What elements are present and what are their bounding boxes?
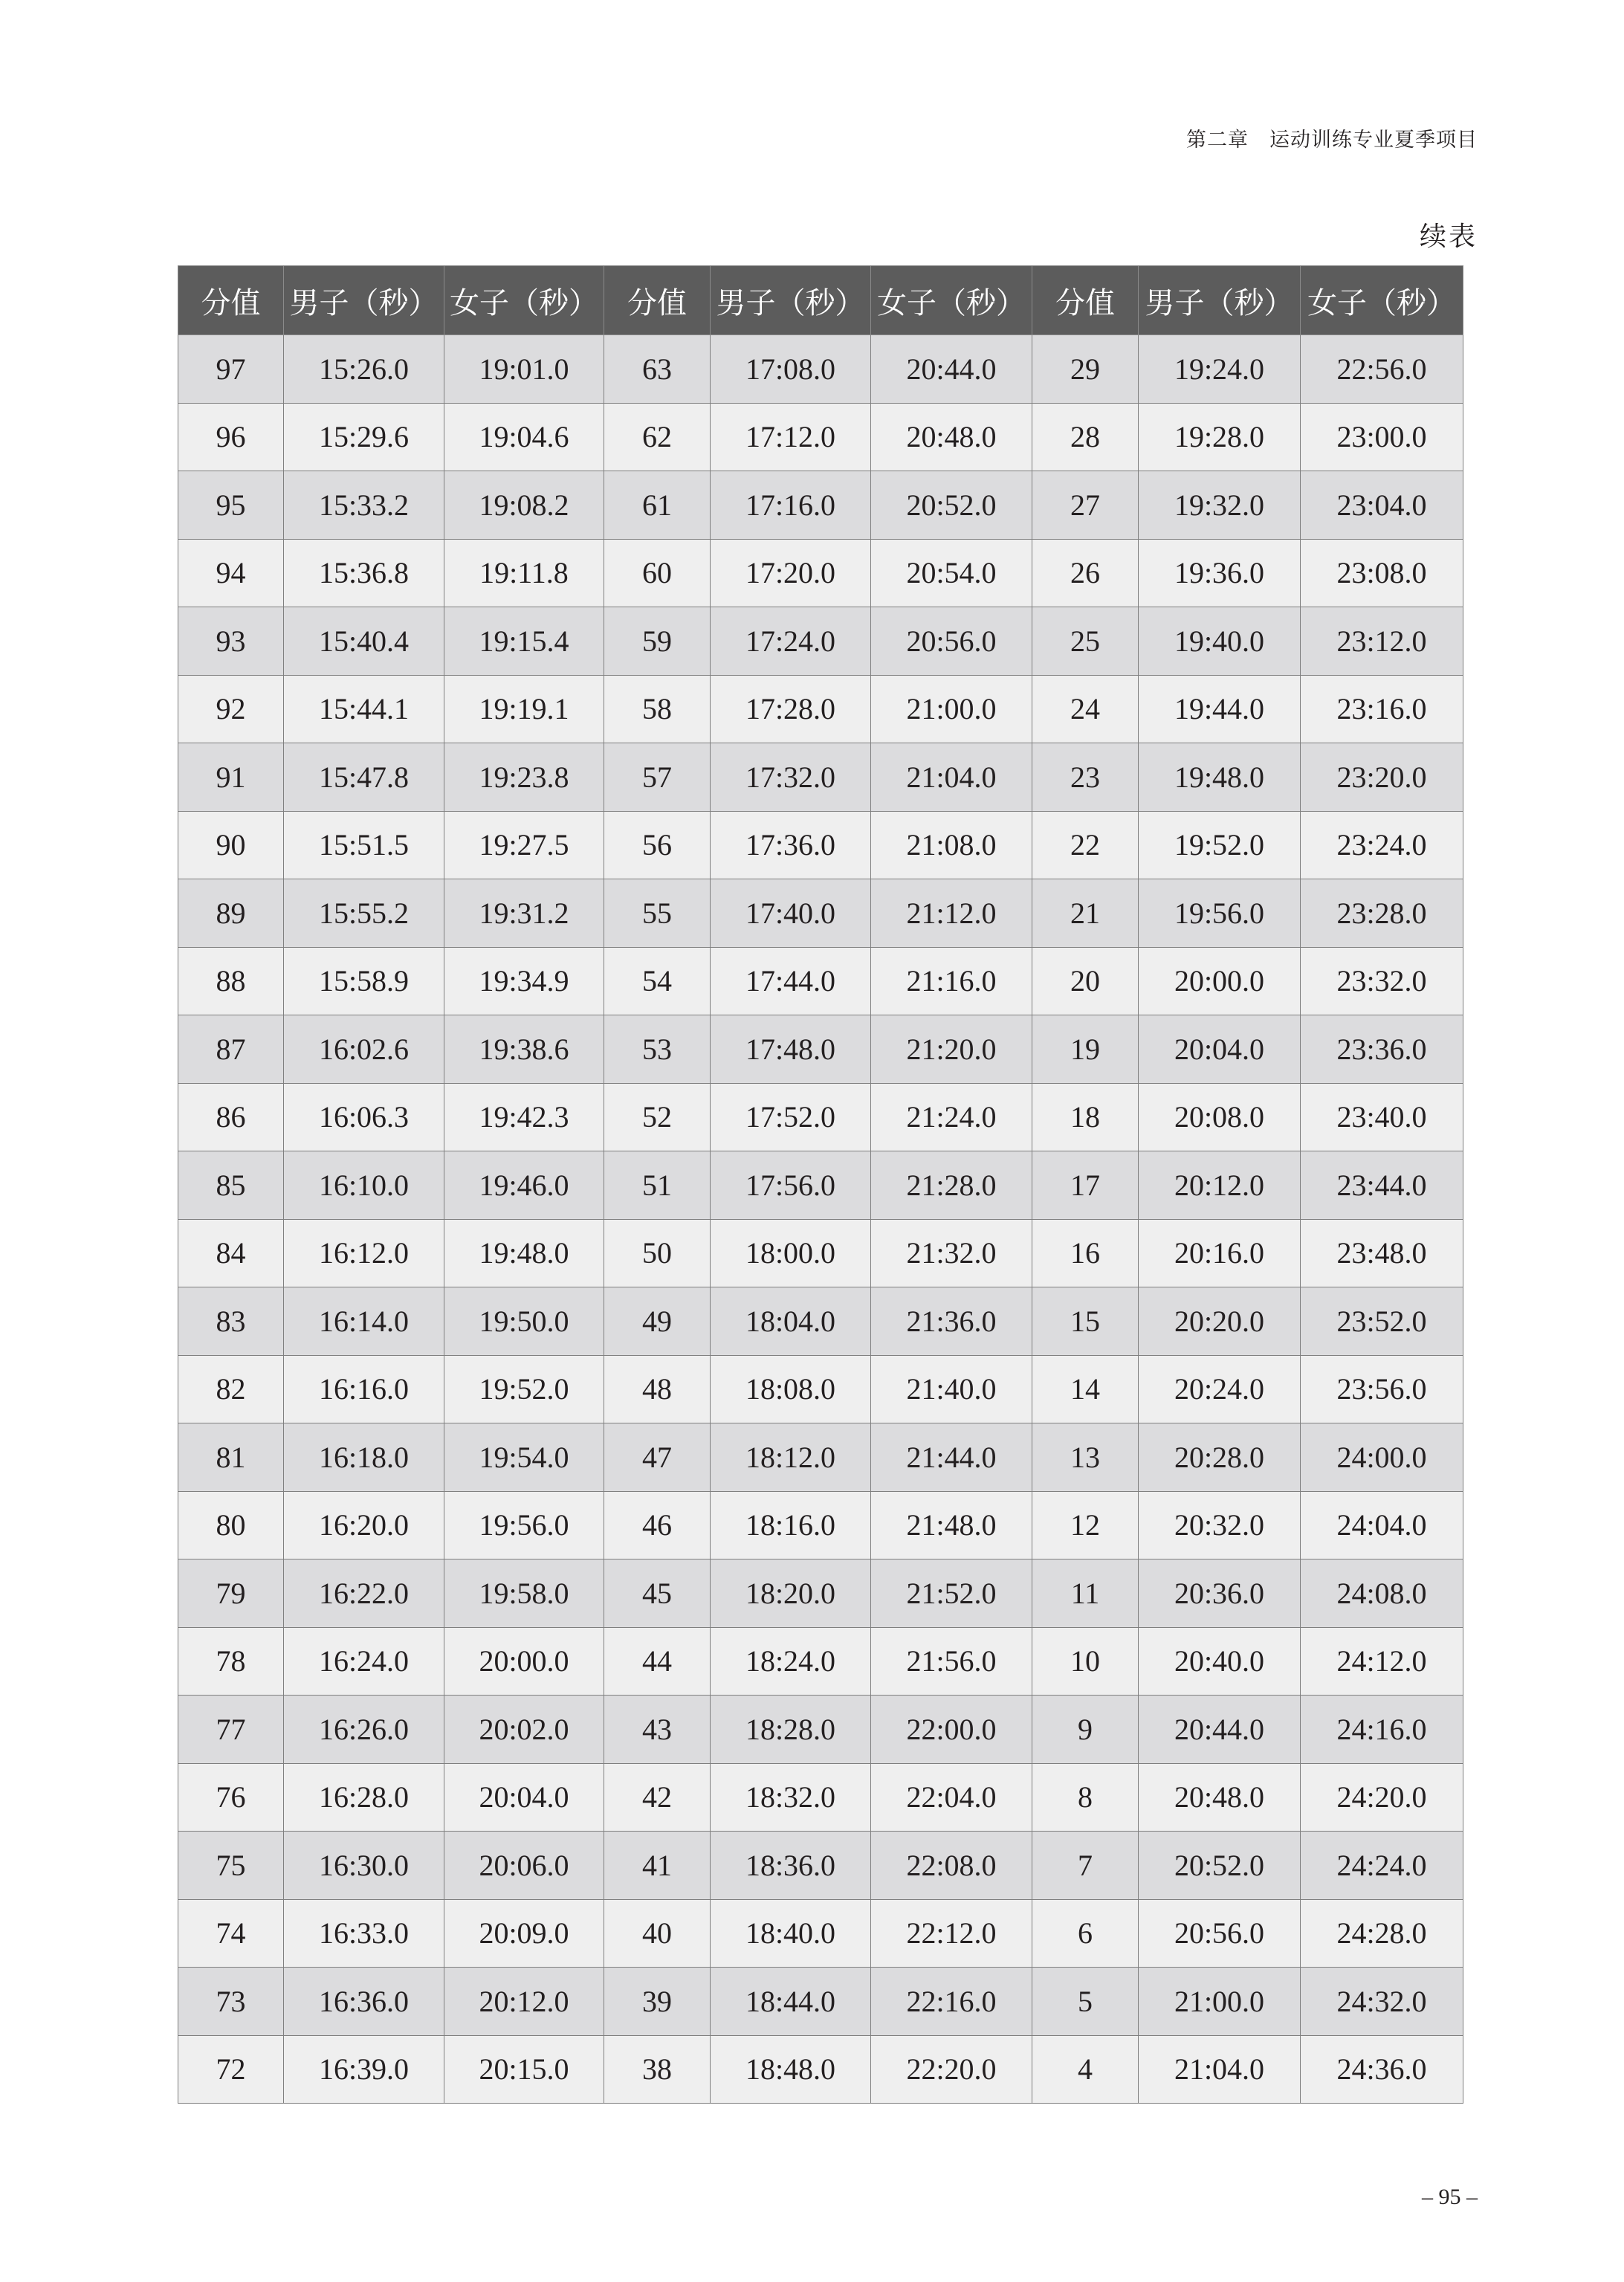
table-cell: 19:15.4	[444, 607, 604, 676]
table-cell: 95	[178, 471, 284, 540]
table-cell: 18:44.0	[711, 1968, 871, 2036]
table-cell: 55	[604, 879, 711, 948]
table-cell: 72	[178, 2035, 284, 2104]
table-cell: 42	[604, 1763, 711, 1832]
table-cell: 83	[178, 1287, 284, 1356]
table-cell: 18:08.0	[711, 1355, 871, 1423]
table-cell: 12	[1032, 1491, 1139, 1559]
table-cell: 21:56.0	[871, 1627, 1032, 1696]
table-cell: 17:08.0	[711, 335, 871, 404]
table-cell: 19:42.3	[444, 1083, 604, 1151]
table-cell: 21:52.0	[871, 1559, 1032, 1628]
table-header	[178, 266, 1463, 335]
table-cell: 23:32.0	[1301, 947, 1463, 1015]
table-cell: 20:06.0	[444, 1832, 604, 1900]
table-cell: 25	[1032, 607, 1139, 676]
table-cell: 16:12.0	[284, 1219, 444, 1287]
table-cell: 16:18.0	[284, 1423, 444, 1492]
table-cell: 23:48.0	[1301, 1219, 1463, 1287]
table-cell: 79	[178, 1559, 284, 1628]
table-cell: 20:28.0	[1139, 1423, 1301, 1492]
table-row	[178, 1899, 1463, 1968]
column-header: 分值	[178, 266, 284, 335]
table-cell: 17:16.0	[711, 471, 871, 540]
table-cell: 17:44.0	[711, 947, 871, 1015]
table-cell: 16:06.3	[284, 1083, 444, 1151]
table-cell: 15:29.6	[284, 403, 444, 471]
table-cell: 22:16.0	[871, 1968, 1032, 2036]
table-cell: 17:24.0	[711, 607, 871, 676]
table-cell: 14	[1032, 1355, 1139, 1423]
score-table-container	[178, 265, 1463, 2104]
table-cell: 19:28.0	[1139, 403, 1301, 471]
table-cell: 18:24.0	[711, 1627, 871, 1696]
table-cell: 22:56.0	[1301, 335, 1463, 404]
table-cell: 21:32.0	[871, 1219, 1032, 1287]
table-cell: 81	[178, 1423, 284, 1492]
table-cell: 19:40.0	[1139, 607, 1301, 676]
table-cell: 19:24.0	[1139, 335, 1301, 404]
table-cell: 74	[178, 1899, 284, 1968]
table-cell: 62	[604, 403, 711, 471]
table-cell: 28	[1032, 403, 1139, 471]
table-cell: 21:40.0	[871, 1355, 1032, 1423]
table-cell: 15:36.8	[284, 539, 444, 607]
table-cell: 53	[604, 1015, 711, 1084]
table-cell: 23:40.0	[1301, 1083, 1463, 1151]
table-cell: 21:00.0	[1139, 1968, 1301, 2036]
table-row	[178, 1968, 1463, 2036]
table-row	[178, 1355, 1463, 1423]
table-cell: 16:26.0	[284, 1696, 444, 1764]
table-cell: 17:36.0	[711, 811, 871, 879]
table-cell: 18:28.0	[711, 1696, 871, 1764]
table-cell: 43	[604, 1696, 711, 1764]
table-cell: 11	[1032, 1559, 1139, 1628]
table-cell: 24:04.0	[1301, 1491, 1463, 1559]
table-cell: 19:50.0	[444, 1287, 604, 1356]
table-cell: 18:48.0	[711, 2035, 871, 2104]
table-cell: 93	[178, 607, 284, 676]
table-cell: 44	[604, 1627, 711, 1696]
table-cell: 19:56.0	[444, 1491, 604, 1559]
table-cell: 19:32.0	[1139, 471, 1301, 540]
table-cell: 86	[178, 1083, 284, 1151]
table-cell: 90	[178, 811, 284, 879]
table-cell: 82	[178, 1355, 284, 1423]
table-cell: 18:20.0	[711, 1559, 871, 1628]
table-cell: 20:56.0	[1139, 1899, 1301, 1968]
table-cell: 89	[178, 879, 284, 948]
table-cell: 29	[1032, 335, 1139, 404]
table-cell: 21	[1032, 879, 1139, 948]
table-cell: 18:12.0	[711, 1423, 871, 1492]
table-cell: 20:24.0	[1139, 1355, 1301, 1423]
table-cell: 21:12.0	[871, 879, 1032, 948]
table-row	[178, 675, 1463, 743]
table-body	[178, 335, 1463, 2104]
table-cell: 7	[1032, 1832, 1139, 1900]
table-cell: 22:00.0	[871, 1696, 1032, 1764]
table-cell: 15:33.2	[284, 471, 444, 540]
table-cell: 21:24.0	[871, 1083, 1032, 1151]
table-cell: 16:22.0	[284, 1559, 444, 1628]
table-cell: 21:44.0	[871, 1423, 1032, 1492]
table-cell: 20:00.0	[1139, 947, 1301, 1015]
table-cell: 40	[604, 1899, 711, 1968]
table-row	[178, 1015, 1463, 1084]
table-cell: 19	[1032, 1015, 1139, 1084]
table-cell: 20:48.0	[871, 403, 1032, 471]
table-cell: 24:24.0	[1301, 1832, 1463, 1900]
table-row	[178, 947, 1463, 1015]
table-cell: 18:32.0	[711, 1763, 871, 1832]
column-header: 分值	[1032, 266, 1139, 335]
table-cell: 20:00.0	[444, 1627, 604, 1696]
column-header: 分值	[604, 266, 711, 335]
table-cell: 46	[604, 1491, 711, 1559]
table-cell: 92	[178, 675, 284, 743]
table-cell: 23:36.0	[1301, 1015, 1463, 1084]
table-cell: 19:31.2	[444, 879, 604, 948]
table-cell: 24:20.0	[1301, 1763, 1463, 1832]
table-cell: 51	[604, 1151, 711, 1220]
table-cell: 16:02.6	[284, 1015, 444, 1084]
table-cell: 17:52.0	[711, 1083, 871, 1151]
table-cell: 23:12.0	[1301, 607, 1463, 676]
table-cell: 20:44.0	[871, 335, 1032, 404]
table-row	[178, 811, 1463, 879]
table-cell: 75	[178, 1832, 284, 1900]
table-row	[178, 403, 1463, 471]
table-cell: 16:30.0	[284, 1832, 444, 1900]
table-cell: 15:40.4	[284, 607, 444, 676]
table-cell: 20:15.0	[444, 2035, 604, 2104]
table-cell: 19:58.0	[444, 1559, 604, 1628]
table-cell: 22:20.0	[871, 2035, 1032, 2104]
table-row	[178, 1763, 1463, 1832]
table-cell: 5	[1032, 1968, 1139, 2036]
table-cell: 19:08.2	[444, 471, 604, 540]
table-cell: 73	[178, 1968, 284, 2036]
table-row	[178, 1559, 1463, 1628]
table-cell: 61	[604, 471, 711, 540]
table-cell: 23:20.0	[1301, 743, 1463, 812]
table-cell: 22:04.0	[871, 1763, 1032, 1832]
table-cell: 16:16.0	[284, 1355, 444, 1423]
table-cell: 41	[604, 1832, 711, 1900]
table-cell: 21:08.0	[871, 811, 1032, 879]
table-cell: 19:54.0	[444, 1423, 604, 1492]
table-cell: 16:20.0	[284, 1491, 444, 1559]
table-cell: 48	[604, 1355, 711, 1423]
table-cell: 24:00.0	[1301, 1423, 1463, 1492]
column-header: 男子（秒）	[1139, 266, 1301, 335]
table-row	[178, 1491, 1463, 1559]
table-cell: 49	[604, 1287, 711, 1356]
table-cell: 19:11.8	[444, 539, 604, 607]
table-cell: 77	[178, 1696, 284, 1764]
table-cell: 15:58.9	[284, 947, 444, 1015]
table-row	[178, 335, 1463, 404]
table-cell: 20:09.0	[444, 1899, 604, 1968]
table-cell: 19:56.0	[1139, 879, 1301, 948]
table-cell: 23:28.0	[1301, 879, 1463, 948]
table-cell: 39	[604, 1968, 711, 2036]
table-cell: 94	[178, 539, 284, 607]
table-cell: 22:08.0	[871, 1832, 1032, 1900]
table-cell: 19:04.6	[444, 403, 604, 471]
table-cell: 96	[178, 403, 284, 471]
page-number: – 95 –	[1422, 2185, 1478, 2209]
table-cell: 21:16.0	[871, 947, 1032, 1015]
continued-label: 续表	[1419, 222, 1478, 252]
table-cell: 20:48.0	[1139, 1763, 1301, 1832]
table-cell: 20:52.0	[1139, 1832, 1301, 1900]
table-cell: 17:40.0	[711, 879, 871, 948]
table-cell: 20:04.0	[444, 1763, 604, 1832]
table-cell: 13	[1032, 1423, 1139, 1492]
table-cell: 16:36.0	[284, 1968, 444, 2036]
table-cell: 21:04.0	[1139, 2035, 1301, 2104]
table-row	[178, 1696, 1463, 1764]
table-cell: 20:16.0	[1139, 1219, 1301, 1287]
table-cell: 24:16.0	[1301, 1696, 1463, 1764]
table-cell: 18:40.0	[711, 1899, 871, 1968]
table-cell: 87	[178, 1015, 284, 1084]
table-cell: 97	[178, 335, 284, 404]
table-cell: 20:56.0	[871, 607, 1032, 676]
table-cell: 20	[1032, 947, 1139, 1015]
table-cell: 19:52.0	[444, 1355, 604, 1423]
table-cell: 9	[1032, 1696, 1139, 1764]
table-cell: 22:12.0	[871, 1899, 1032, 1968]
table-cell: 78	[178, 1627, 284, 1696]
table-cell: 85	[178, 1151, 284, 1220]
running-header: 第二章 运动训练专业夏季项目	[1186, 129, 1478, 152]
table-cell: 17:20.0	[711, 539, 871, 607]
table-cell: 24:28.0	[1301, 1899, 1463, 1968]
table-cell: 57	[604, 743, 711, 812]
table-cell: 18:04.0	[711, 1287, 871, 1356]
table-cell: 16:24.0	[284, 1627, 444, 1696]
table-cell: 27	[1032, 471, 1139, 540]
table-cell: 20:32.0	[1139, 1491, 1301, 1559]
score-table	[178, 265, 1463, 2104]
table-cell: 20:04.0	[1139, 1015, 1301, 1084]
column-header: 女子（秒）	[444, 266, 604, 335]
table-cell: 23:24.0	[1301, 811, 1463, 879]
table-row	[178, 1219, 1463, 1287]
table-cell: 45	[604, 1559, 711, 1628]
table-cell: 58	[604, 675, 711, 743]
table-cell: 80	[178, 1491, 284, 1559]
column-header: 女子（秒）	[871, 266, 1032, 335]
table-row	[178, 1151, 1463, 1220]
table-cell: 20:36.0	[1139, 1559, 1301, 1628]
table-cell: 23:44.0	[1301, 1151, 1463, 1220]
header-row	[178, 266, 1463, 335]
table-cell: 17:28.0	[711, 675, 871, 743]
table-cell: 23:00.0	[1301, 403, 1463, 471]
table-cell: 15	[1032, 1287, 1139, 1356]
table-cell: 19:34.9	[444, 947, 604, 1015]
table-cell: 17	[1032, 1151, 1139, 1220]
table-cell: 19:46.0	[444, 1151, 604, 1220]
table-row	[178, 471, 1463, 540]
table-cell: 20:12.0	[444, 1968, 604, 2036]
table-cell: 52	[604, 1083, 711, 1151]
table-cell: 6	[1032, 1899, 1139, 1968]
table-cell: 47	[604, 1423, 711, 1492]
table-row	[178, 2035, 1463, 2104]
table-cell: 16:39.0	[284, 2035, 444, 2104]
table-cell: 17:32.0	[711, 743, 871, 812]
table-cell: 17:12.0	[711, 403, 871, 471]
table-cell: 24:36.0	[1301, 2035, 1463, 2104]
table-cell: 15:44.1	[284, 675, 444, 743]
table-cell: 16	[1032, 1219, 1139, 1287]
table-cell: 76	[178, 1763, 284, 1832]
table-cell: 23:04.0	[1301, 471, 1463, 540]
table-cell: 19:36.0	[1139, 539, 1301, 607]
table-row	[178, 879, 1463, 948]
table-cell: 4	[1032, 2035, 1139, 2104]
table-row	[178, 1627, 1463, 1696]
table-cell: 18	[1032, 1083, 1139, 1151]
table-cell: 23:16.0	[1301, 675, 1463, 743]
table-cell: 20:54.0	[871, 539, 1032, 607]
table-cell: 20:20.0	[1139, 1287, 1301, 1356]
table-cell: 8	[1032, 1763, 1139, 1832]
table-cell: 10	[1032, 1627, 1139, 1696]
table-cell: 88	[178, 947, 284, 1015]
table-cell: 84	[178, 1219, 284, 1287]
column-header: 男子（秒）	[711, 266, 871, 335]
table-cell: 18:36.0	[711, 1832, 871, 1900]
table-cell: 38	[604, 2035, 711, 2104]
table-cell: 23:08.0	[1301, 539, 1463, 607]
table-cell: 24:08.0	[1301, 1559, 1463, 1628]
table-cell: 56	[604, 811, 711, 879]
table-cell: 15:55.2	[284, 879, 444, 948]
table-cell: 15:26.0	[284, 335, 444, 404]
column-header: 女子（秒）	[1301, 266, 1463, 335]
table-cell: 23:52.0	[1301, 1287, 1463, 1356]
table-cell: 16:10.0	[284, 1151, 444, 1220]
table-cell: 19:01.0	[444, 335, 604, 404]
table-cell: 26	[1032, 539, 1139, 607]
table-cell: 20:52.0	[871, 471, 1032, 540]
column-header: 男子（秒）	[284, 266, 444, 335]
table-cell: 21:28.0	[871, 1151, 1032, 1220]
table-row	[178, 1287, 1463, 1356]
table-cell: 21:48.0	[871, 1491, 1032, 1559]
table-cell: 21:36.0	[871, 1287, 1032, 1356]
table-row	[178, 539, 1463, 607]
table-row	[178, 1083, 1463, 1151]
table-row	[178, 607, 1463, 676]
table-cell: 19:48.0	[444, 1219, 604, 1287]
table-cell: 24:32.0	[1301, 1968, 1463, 2036]
table-cell: 22	[1032, 811, 1139, 879]
table-cell: 20:08.0	[1139, 1083, 1301, 1151]
table-cell: 20:40.0	[1139, 1627, 1301, 1696]
table-cell: 19:44.0	[1139, 675, 1301, 743]
table-cell: 63	[604, 335, 711, 404]
table-cell: 19:38.6	[444, 1015, 604, 1084]
table-cell: 16:33.0	[284, 1899, 444, 1968]
table-cell: 19:23.8	[444, 743, 604, 812]
table-cell: 17:56.0	[711, 1151, 871, 1220]
table-cell: 21:20.0	[871, 1015, 1032, 1084]
table-cell: 21:00.0	[871, 675, 1032, 743]
table-cell: 15:51.5	[284, 811, 444, 879]
table-cell: 20:12.0	[1139, 1151, 1301, 1220]
table-row	[178, 1423, 1463, 1492]
table-cell: 21:04.0	[871, 743, 1032, 812]
table-cell: 59	[604, 607, 711, 676]
table-cell: 16:28.0	[284, 1763, 444, 1832]
table-cell: 60	[604, 539, 711, 607]
table-cell: 16:14.0	[284, 1287, 444, 1356]
table-cell: 50	[604, 1219, 711, 1287]
table-cell: 19:19.1	[444, 675, 604, 743]
table-cell: 54	[604, 947, 711, 1015]
table-cell: 20:44.0	[1139, 1696, 1301, 1764]
table-cell: 20:02.0	[444, 1696, 604, 1764]
table-row	[178, 1832, 1463, 1900]
table-cell: 17:48.0	[711, 1015, 871, 1084]
table-cell: 19:48.0	[1139, 743, 1301, 812]
table-cell: 18:00.0	[711, 1219, 871, 1287]
table-cell: 15:47.8	[284, 743, 444, 812]
table-cell: 23	[1032, 743, 1139, 812]
table-cell: 23:56.0	[1301, 1355, 1463, 1423]
table-cell: 19:27.5	[444, 811, 604, 879]
table-row	[178, 743, 1463, 812]
table-cell: 24:12.0	[1301, 1627, 1463, 1696]
table-cell: 91	[178, 743, 284, 812]
table-cell: 19:52.0	[1139, 811, 1301, 879]
table-cell: 18:16.0	[711, 1491, 871, 1559]
table-cell: 24	[1032, 675, 1139, 743]
